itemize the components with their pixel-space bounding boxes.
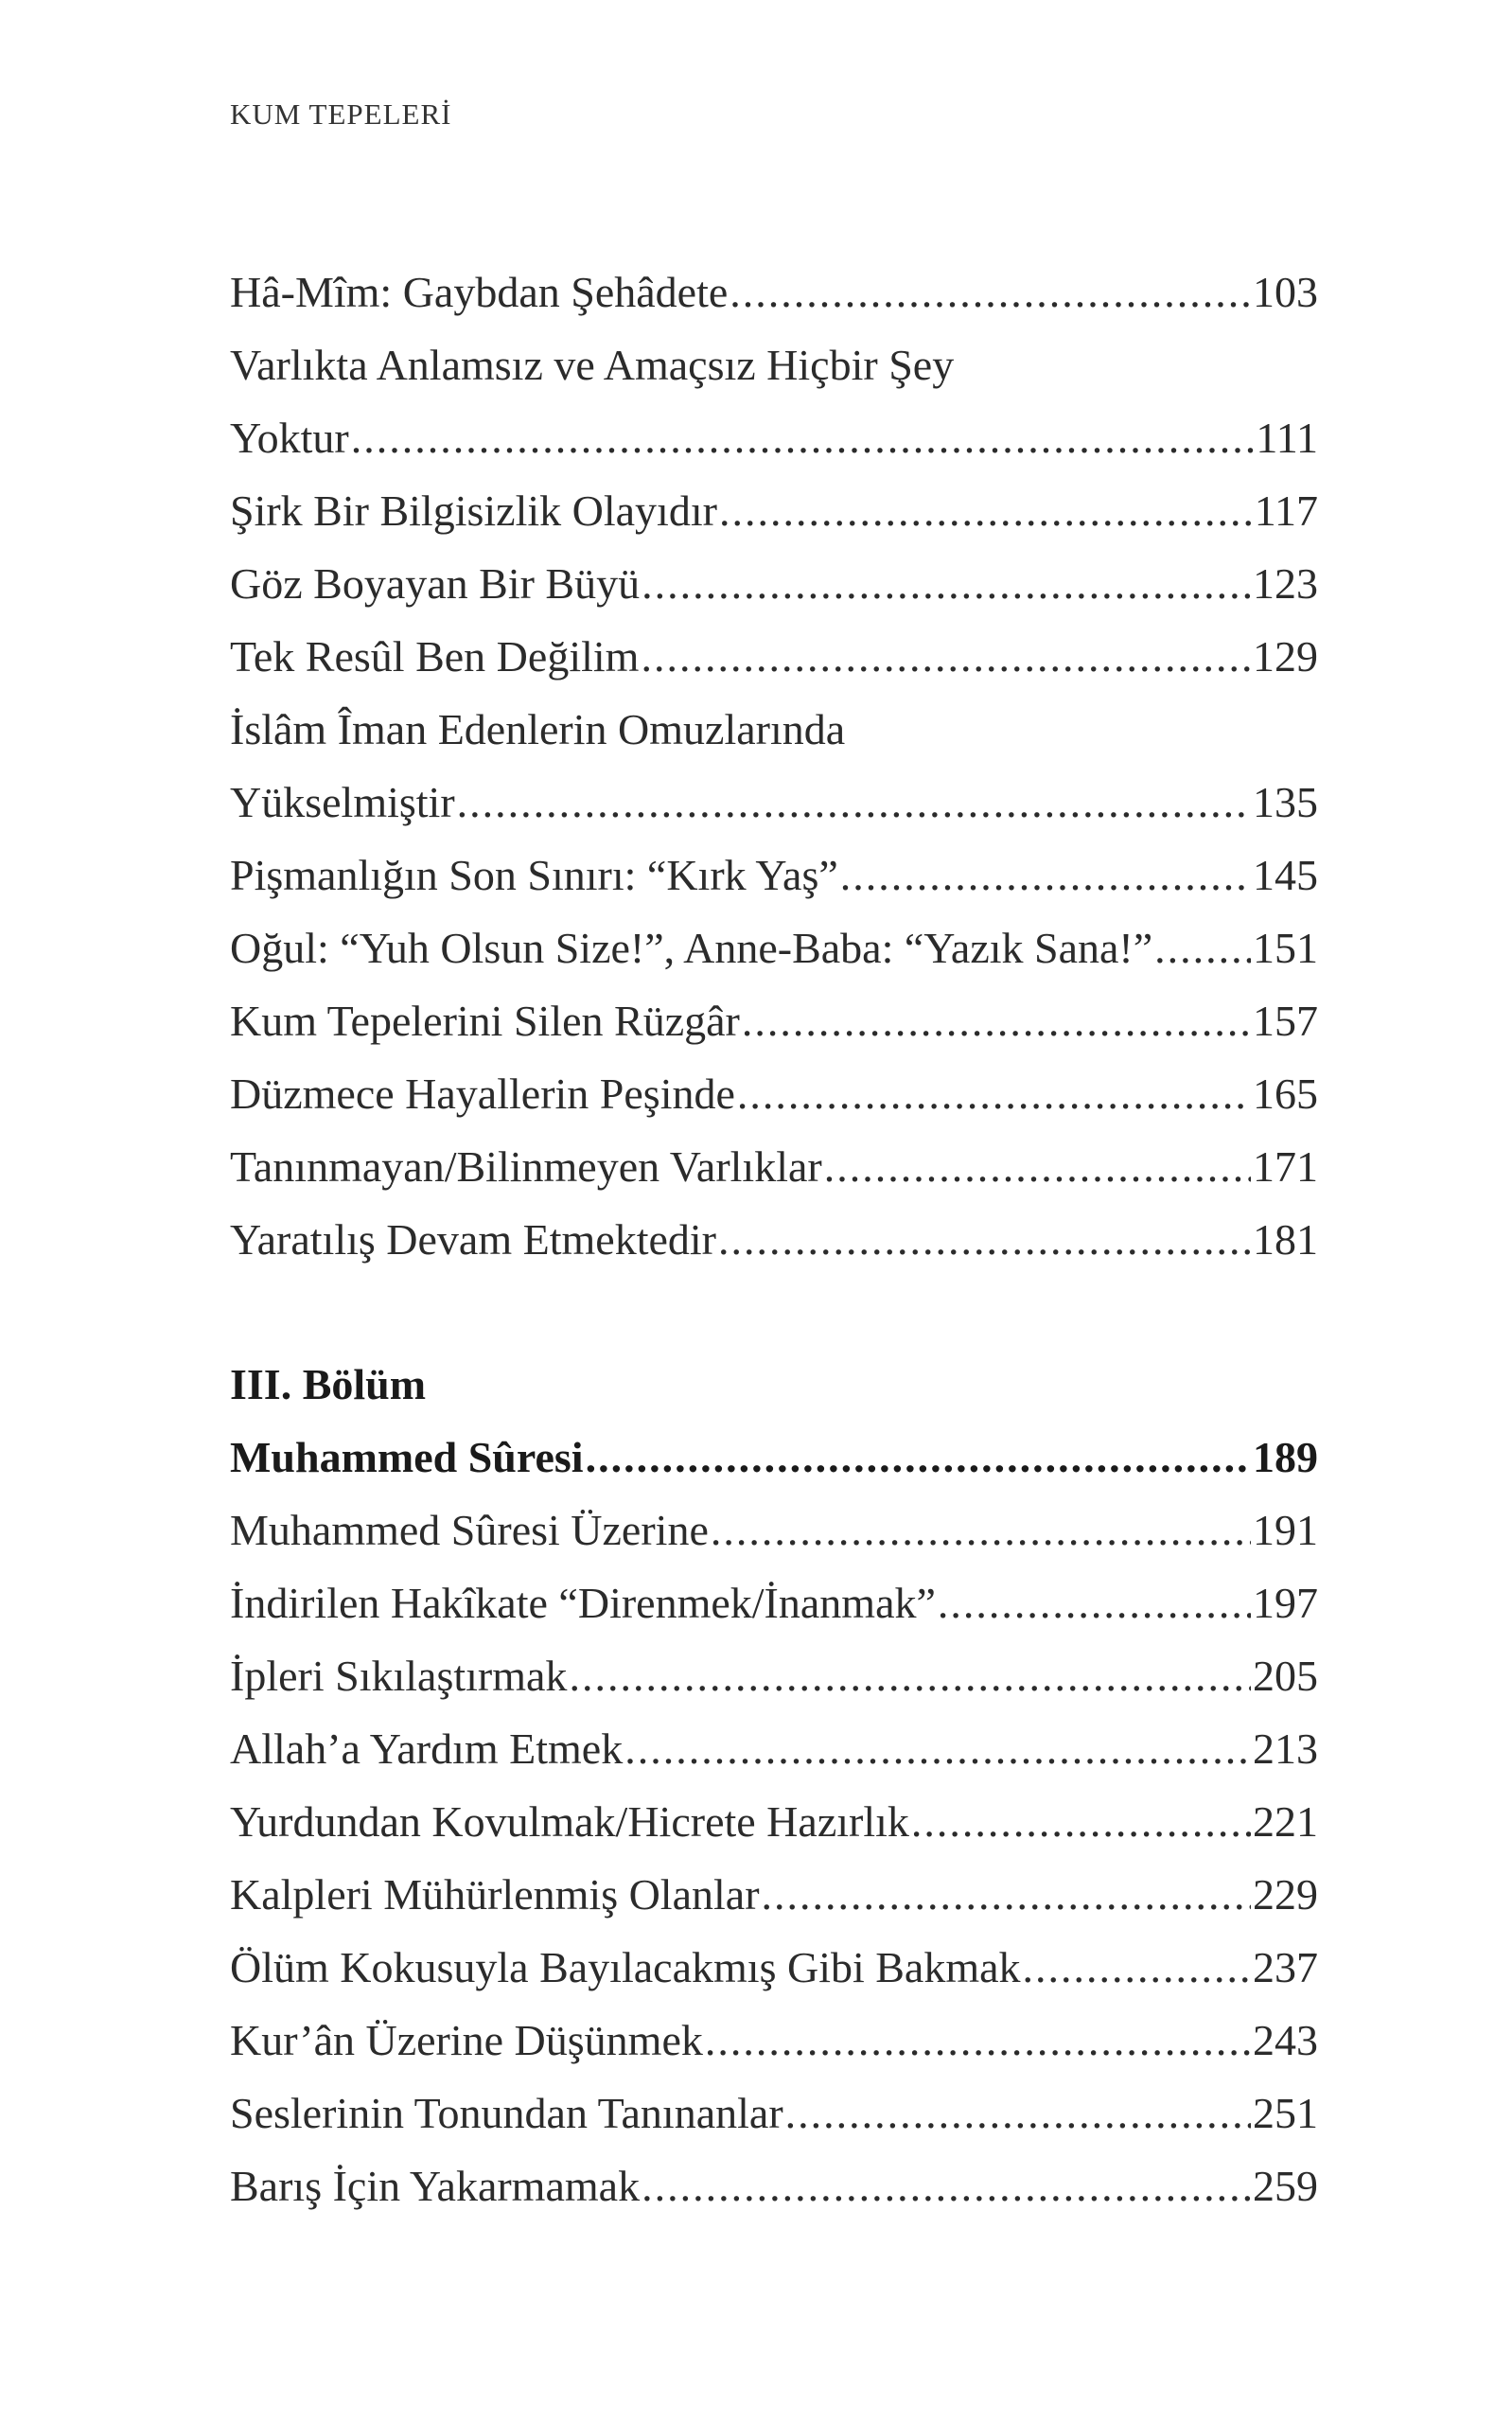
dot-leader bbox=[911, 1785, 1251, 1858]
section-page-number: 189 bbox=[1253, 1433, 1318, 1481]
part-label: III. Bölüm bbox=[230, 1360, 427, 1408]
toc-entry-title: Pişmanlığın Son Sınırı: “Kırk Yaş” bbox=[230, 851, 838, 899]
dot-leader bbox=[705, 2004, 1251, 2077]
toc-entry-page-number: 171 bbox=[1253, 1142, 1318, 1191]
toc-entry[interactable] bbox=[230, 984, 1318, 1057]
toc-list-part2 bbox=[230, 1494, 1318, 2222]
toc-entry-page-number: 213 bbox=[1253, 1724, 1318, 1773]
toc-entry[interactable] bbox=[230, 766, 1318, 839]
toc-entry-title: Barış İçin Yakarmamak bbox=[230, 2162, 641, 2210]
toc-entry-title: Yurdundan Kovulmak/Hicrete Hazırlık bbox=[230, 1797, 909, 1846]
toc-entry[interactable] bbox=[230, 1639, 1318, 1712]
section-entry[interactable] bbox=[230, 1421, 1318, 1494]
dot-leader bbox=[719, 474, 1253, 547]
toc-entry[interactable] bbox=[230, 401, 1318, 474]
toc-entry-title: Oğul: “Yuh Olsun Size!”, Anne-Baba: “Yazık Sana!” bbox=[230, 924, 1153, 972]
toc-entry-title: Yoktur bbox=[230, 414, 349, 462]
toc-entry[interactable] bbox=[230, 1785, 1318, 1858]
toc-entry-page-number: 229 bbox=[1253, 1870, 1318, 1919]
toc-entry-page-number: 191 bbox=[1253, 1506, 1318, 1554]
dot-leader bbox=[742, 984, 1251, 1057]
toc-entry-page-number: 197 bbox=[1253, 1579, 1318, 1627]
toc-entry-title: Tek Resûl Ben Değilim bbox=[230, 632, 640, 681]
toc-entry bbox=[230, 328, 1318, 401]
dot-leader bbox=[642, 2149, 1251, 2222]
toc-entry-title: İslâm Îman Edenlerin Omuzlarında bbox=[230, 705, 846, 753]
dot-leader bbox=[457, 766, 1251, 839]
dot-leader bbox=[641, 620, 1251, 693]
toc-entry-title: Göz Boyayan Bir Büyü bbox=[230, 559, 641, 608]
dot-leader bbox=[737, 1057, 1251, 1130]
toc-entry-title: Hâ-Mîm: Gaybdan Şehâdete bbox=[230, 268, 729, 316]
toc-entry-page-number: 157 bbox=[1253, 997, 1318, 1045]
toc-entry-title: İndirilen Hakîkate “Direnmek/İnanmak” bbox=[230, 1579, 936, 1627]
dot-leader bbox=[718, 1203, 1251, 1276]
toc-entry-title: Şirk Bir Bilgisizlik Olayıdır bbox=[230, 486, 717, 535]
toc-entry-title: Yükselmiştir bbox=[230, 778, 455, 826]
toc-entry-page-number: 123 bbox=[1253, 559, 1318, 608]
toc-list-part1 bbox=[230, 256, 1318, 1276]
toc-entry[interactable] bbox=[230, 1712, 1318, 1785]
table-of-contents bbox=[230, 256, 1318, 2222]
toc-entry-page-number: 135 bbox=[1253, 778, 1318, 826]
toc-entry-page-number: 129 bbox=[1253, 632, 1318, 681]
dot-leader bbox=[569, 1639, 1251, 1712]
dot-leader bbox=[938, 1566, 1251, 1639]
toc-entry-title: Kalpleri Mühürlenmiş Olanlar bbox=[230, 1870, 760, 1919]
toc-entry-page-number: 145 bbox=[1253, 851, 1318, 899]
toc-entry[interactable] bbox=[230, 911, 1318, 984]
toc-entry-page-number: 165 bbox=[1253, 1070, 1318, 1118]
toc-entry-title: İpleri Sıkılaştırmak bbox=[230, 1652, 568, 1700]
toc-entry-title: Kum Tepelerini Silen Rüzgâr bbox=[230, 997, 740, 1045]
toc-entry-title: Allah’a Yardım Etmek bbox=[230, 1724, 624, 1773]
toc-entry-page-number: 103 bbox=[1253, 268, 1318, 316]
toc-entry-page-number: 117 bbox=[1254, 486, 1318, 535]
toc-entry-title: Varlıkta Anlamsız ve Amaçsız Hiçbir Şey bbox=[230, 341, 955, 389]
toc-entry[interactable] bbox=[230, 1566, 1318, 1639]
toc-entry[interactable] bbox=[230, 2149, 1318, 2222]
dot-leader bbox=[824, 1130, 1251, 1203]
toc-entry[interactable] bbox=[230, 1494, 1318, 1566]
toc-entry-title: Düzmece Hayallerin Peşinde bbox=[230, 1070, 735, 1118]
toc-entry[interactable] bbox=[230, 620, 1318, 693]
dot-leader bbox=[351, 401, 1255, 474]
toc-entry[interactable] bbox=[230, 2077, 1318, 2149]
toc-entry-title: Kur’ân Üzerine Düşünmek bbox=[230, 2016, 703, 2064]
toc-entry-title: Yaratılış Devam Etmektedir bbox=[230, 1215, 716, 1264]
toc-entry-title: Ölüm Kokusuyla Bayılacakmış Gibi Bakmak bbox=[230, 1943, 1021, 1991]
toc-entry-page-number: 205 bbox=[1253, 1652, 1318, 1700]
dot-leader bbox=[1154, 911, 1251, 984]
toc-entry-page-number: 243 bbox=[1253, 2016, 1318, 2064]
dot-leader bbox=[1023, 1931, 1251, 2004]
part-heading bbox=[230, 1348, 1318, 1421]
toc-entry[interactable] bbox=[230, 474, 1318, 547]
toc-entry[interactable] bbox=[230, 1057, 1318, 1130]
toc-entry-title: Tanınmayan/Bilinmeyen Varlıklar bbox=[230, 1142, 822, 1191]
toc-entry-page-number: 181 bbox=[1253, 1215, 1318, 1264]
dot-leader bbox=[785, 2077, 1251, 2149]
dot-leader bbox=[762, 1858, 1251, 1931]
toc-entry[interactable] bbox=[230, 1130, 1318, 1203]
dot-leader bbox=[840, 839, 1251, 911]
dot-leader bbox=[642, 547, 1251, 620]
toc-entry-title: Muhammed Sûresi Üzerine bbox=[230, 1506, 709, 1554]
toc-entry-page-number: 237 bbox=[1253, 1943, 1318, 1991]
toc-entry-page-number: 259 bbox=[1253, 2162, 1318, 2210]
toc-entry[interactable] bbox=[230, 1931, 1318, 2004]
toc-entry[interactable] bbox=[230, 547, 1318, 620]
section-gap bbox=[230, 1276, 1318, 1348]
dot-leader bbox=[730, 256, 1251, 328]
toc-entry-page-number: 221 bbox=[1253, 1797, 1318, 1846]
toc-entry-page-number: 251 bbox=[1253, 2089, 1318, 2137]
dot-leader bbox=[586, 1421, 1251, 1494]
dot-leader bbox=[624, 1712, 1251, 1785]
toc-entry[interactable] bbox=[230, 256, 1318, 328]
toc-entry[interactable] bbox=[230, 1203, 1318, 1276]
section-title: Muhammed Sûresi bbox=[230, 1433, 584, 1481]
dot-leader bbox=[711, 1494, 1251, 1566]
toc-entry-title: Seslerinin Tonundan Tanınanlar bbox=[230, 2089, 783, 2137]
toc-entry[interactable] bbox=[230, 1858, 1318, 1931]
toc-entry[interactable] bbox=[230, 2004, 1318, 2077]
toc-entry-page-number: 111 bbox=[1256, 414, 1318, 462]
toc-entry-page-number: 151 bbox=[1253, 924, 1318, 972]
toc-entry bbox=[230, 693, 1318, 766]
running-head: KUM TEPELERİ bbox=[230, 97, 452, 131]
toc-entry[interactable] bbox=[230, 839, 1318, 911]
